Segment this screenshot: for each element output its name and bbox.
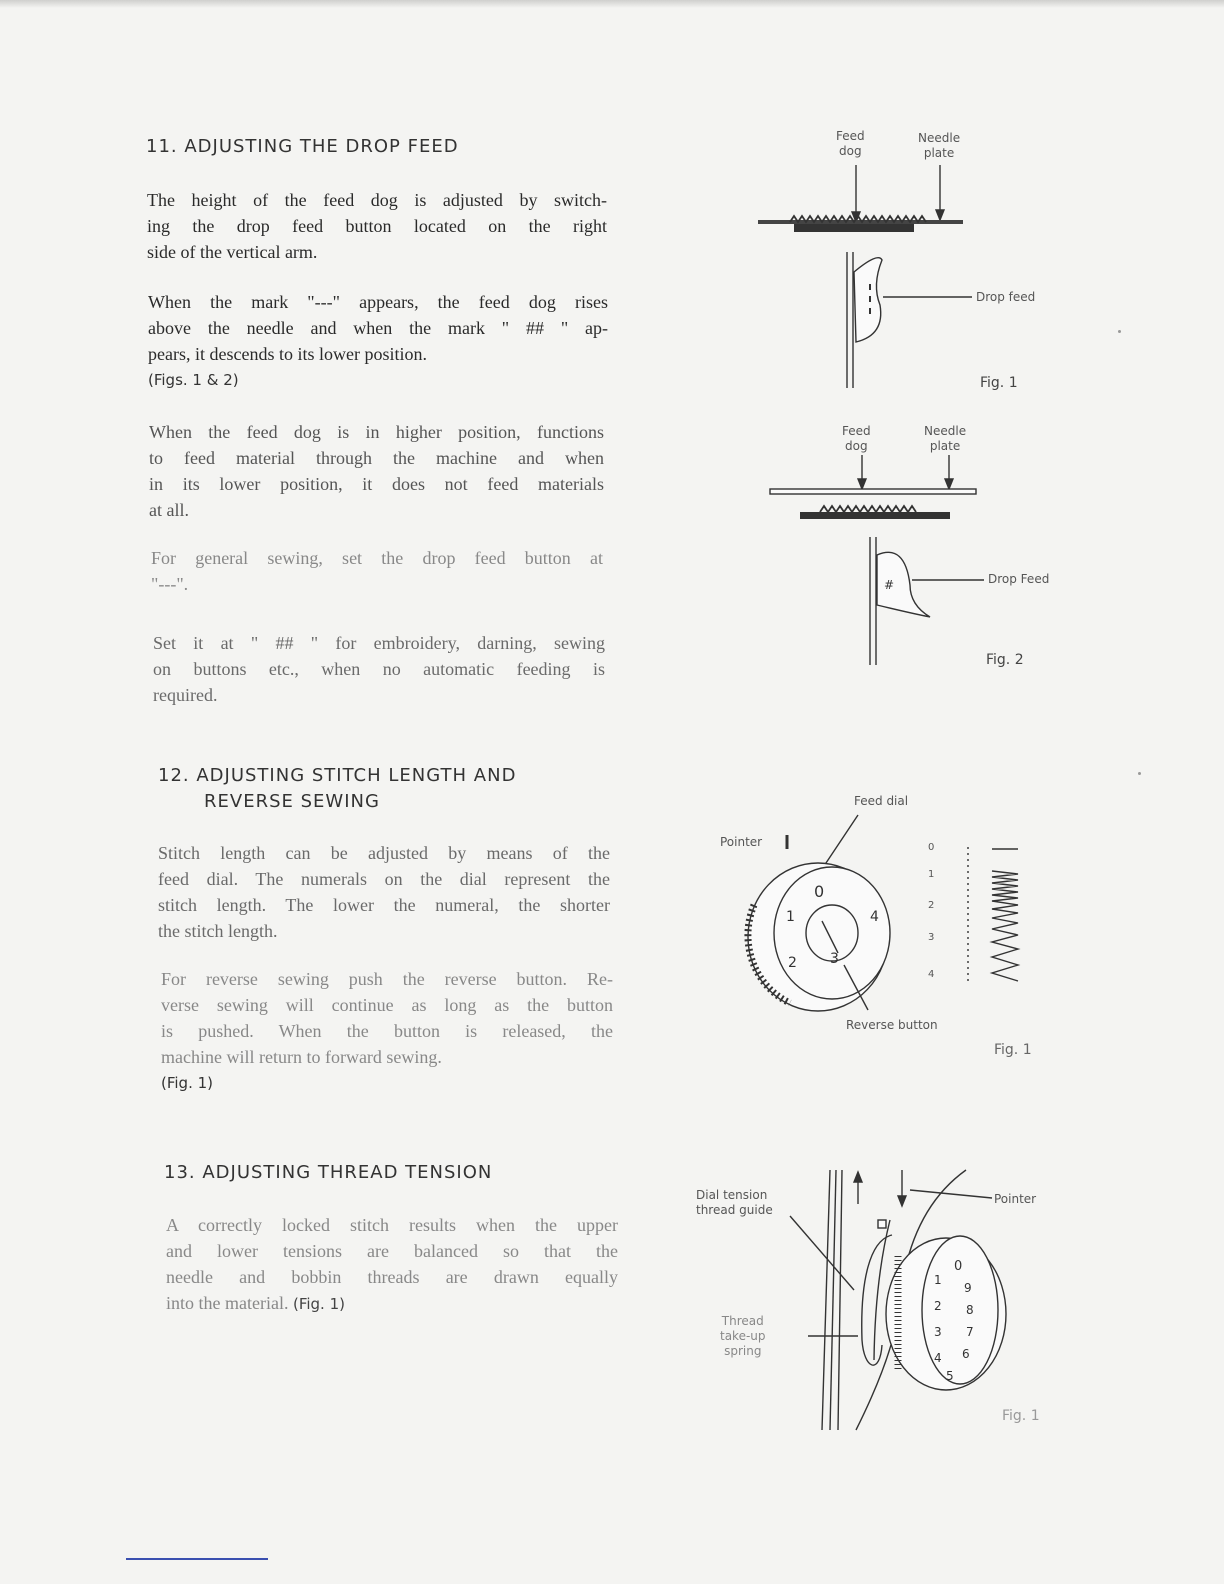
mark-symbol: # [884,578,895,592]
dial-numeral: 1 [786,909,795,925]
text-line: When the mark "---" appears, the feed dog rises [148,292,608,312]
fig-1-caption: Fig. 1 [980,375,1018,391]
figure-reference: (Fig. 1) [292,1295,345,1313]
dial-numeral: 2 [934,1299,942,1313]
text-line: to feed material through the machine and when [149,448,604,468]
drop-feed-fig-1-drawing [750,160,990,400]
label-line: Dial tension [696,1188,768,1202]
text-line: stitch length. The lower the numeral, the shorter [158,895,610,915]
label-line: Feed [842,424,871,438]
arm-edge [838,1170,842,1430]
scan-speck [1138,772,1141,775]
label-pointer: Pointer [720,835,763,849]
dial-numeral: 1 [934,1273,942,1287]
stitch-zigzag-sample [992,871,1018,981]
label-feed-dog [836,129,865,159]
text-line: at all. [149,500,189,520]
label-feed-dog [842,424,871,454]
label-reverse-button: Reverse button [846,1018,938,1032]
label-line: plate [929,439,961,453]
section-12-heading-line-2: REVERSE SEWING [204,791,380,812]
text-line: Set it at " ## " for embroidery, darning, sewing [153,633,605,653]
pointer-leader-line [910,1190,992,1198]
label-line: dog [839,144,862,158]
drop-feed-fig-2-drawing [760,455,1000,675]
text-line: "---". [151,574,189,594]
fig-1-caption: Fig. 1 [1002,1408,1040,1424]
thread-tension-drawing [770,1160,1030,1435]
dial-numeral: 6 [962,1347,970,1361]
section-12-heading-line-1: 12. ADJUSTING STITCH LENGTH AND [158,765,517,786]
section-12-para-2 [161,966,613,1096]
text-line [166,1290,618,1317]
section-11-para-2 [148,289,608,393]
figure-reference: (Figs. 1 & 2) [148,371,239,389]
feed-dog-teeth [820,506,916,512]
scale-numeral: 0 [928,842,935,853]
dial-numeral: 7 [966,1325,974,1339]
scale-numeral: 3 [928,932,935,943]
section-11-para-3 [149,419,604,523]
label-drop-feed: Drop feed [976,290,1036,304]
text-line: For general sewing, set the drop feed button at [151,548,603,568]
text-line: pears, it descends to its lower position. [148,344,427,364]
label-needle-plate [924,424,966,454]
figure-reference: (Fig. 1) [161,1074,214,1092]
section-11-heading: 11. ADJUSTING THE DROP FEED [146,136,459,157]
dial-numeral: 4 [870,909,879,925]
scale-numeral: 1 [928,869,935,880]
text-line: For reverse sewing push the reverse button. Re- [161,969,613,989]
feed-dog-base [800,512,950,519]
text-line: ing the drop feed button located on the right [147,216,607,236]
page-top-edge [0,0,1224,8]
label-needle-plate [918,131,960,161]
label-drop-feed: Drop Feed [988,572,1050,586]
dial-numeral: 3 [830,951,839,967]
label-line: dog [845,439,868,453]
dial-numeral: 8 [966,1303,974,1317]
dial-numeral: 3 [934,1325,942,1339]
feed-dog-base [794,224,914,232]
label-dial-tension-thread-guide [696,1188,773,1218]
fig-1-caption: Fig. 1 [994,1042,1032,1058]
feed-dial-drawing [730,805,1060,1025]
text-line: required. [153,685,218,705]
text-line: and lower tensions are balanced so that the [166,1241,618,1261]
drop-feed-button [854,258,882,342]
dial-numeral: 2 [788,955,797,971]
label-line: take-up [720,1329,766,1343]
label-line: plate [923,146,955,160]
label-line: spring [724,1344,762,1358]
section-11-para-1 [147,187,607,265]
label-line: Needle [924,424,967,438]
arm-edge [822,1170,830,1430]
scale-numeral: 4 [928,969,935,980]
text-line: is pushed. When the button is released, the [161,1021,613,1041]
arrow-head [858,479,866,489]
dial-numeral: 5 [946,1369,954,1383]
scale-numeral: 2 [928,900,935,911]
label-line: Thread [721,1314,764,1328]
label-pointer: Pointer [994,1192,1037,1206]
arrow-head [936,210,944,220]
dial-numeral: 0 [814,882,825,901]
text-line: verse sewing will continue as long as the button [161,995,613,1015]
text-line: feed dial. The numerals on the dial represent the [158,869,610,889]
label-line: Feed [836,129,865,143]
footer-rule [126,1558,268,1560]
label-line: Needle [918,131,961,145]
feed-dial-leader-line [822,815,858,869]
dial-numeral: 0 [954,1259,963,1274]
arrow-head [945,479,953,489]
text-line: on buttons etc., when no automatic feeding is [153,659,605,679]
thread-guide-leader-line [790,1216,854,1290]
section-11-para-4 [151,545,603,597]
needle-plate [770,489,976,494]
fig-2-caption: Fig. 2 [986,652,1024,668]
text-fragment: into the material. [166,1293,289,1313]
section-11-para-5 [153,630,605,708]
arm-edge [830,1170,836,1430]
section-13-para-1 [166,1212,618,1317]
text-line: side of the vertical arm. [147,242,318,262]
text-line: The height of the feed dog is adjusted by switch- [147,190,607,210]
label-thread-takeup-spring [720,1314,766,1359]
text-line: needle and bobbin threads are drawn equally [166,1267,618,1287]
text-line: above the needle and when the mark " ## " ap- [148,318,608,338]
scan-speck [1118,330,1121,333]
text-line: When the feed dog is in higher position, functions [149,422,604,442]
section-12-para-1 [158,840,610,944]
dial-numeral: 9 [964,1281,972,1295]
text-line: A correctly locked stitch results when the upper [166,1215,618,1235]
text-line: the stitch length. [158,921,278,941]
text-line: in its lower position, it does not feed materials [149,474,604,494]
label-feed-dial: Feed dial [854,794,909,808]
section-13-heading: 13. ADJUSTING THREAD TENSION [164,1162,493,1183]
text-line: Stitch length can be adjusted by means of the [158,843,610,863]
dial-numeral: 4 [934,1351,942,1365]
label-line: thread guide [696,1203,773,1217]
text-line: machine will return to forward sewing. [161,1047,442,1067]
